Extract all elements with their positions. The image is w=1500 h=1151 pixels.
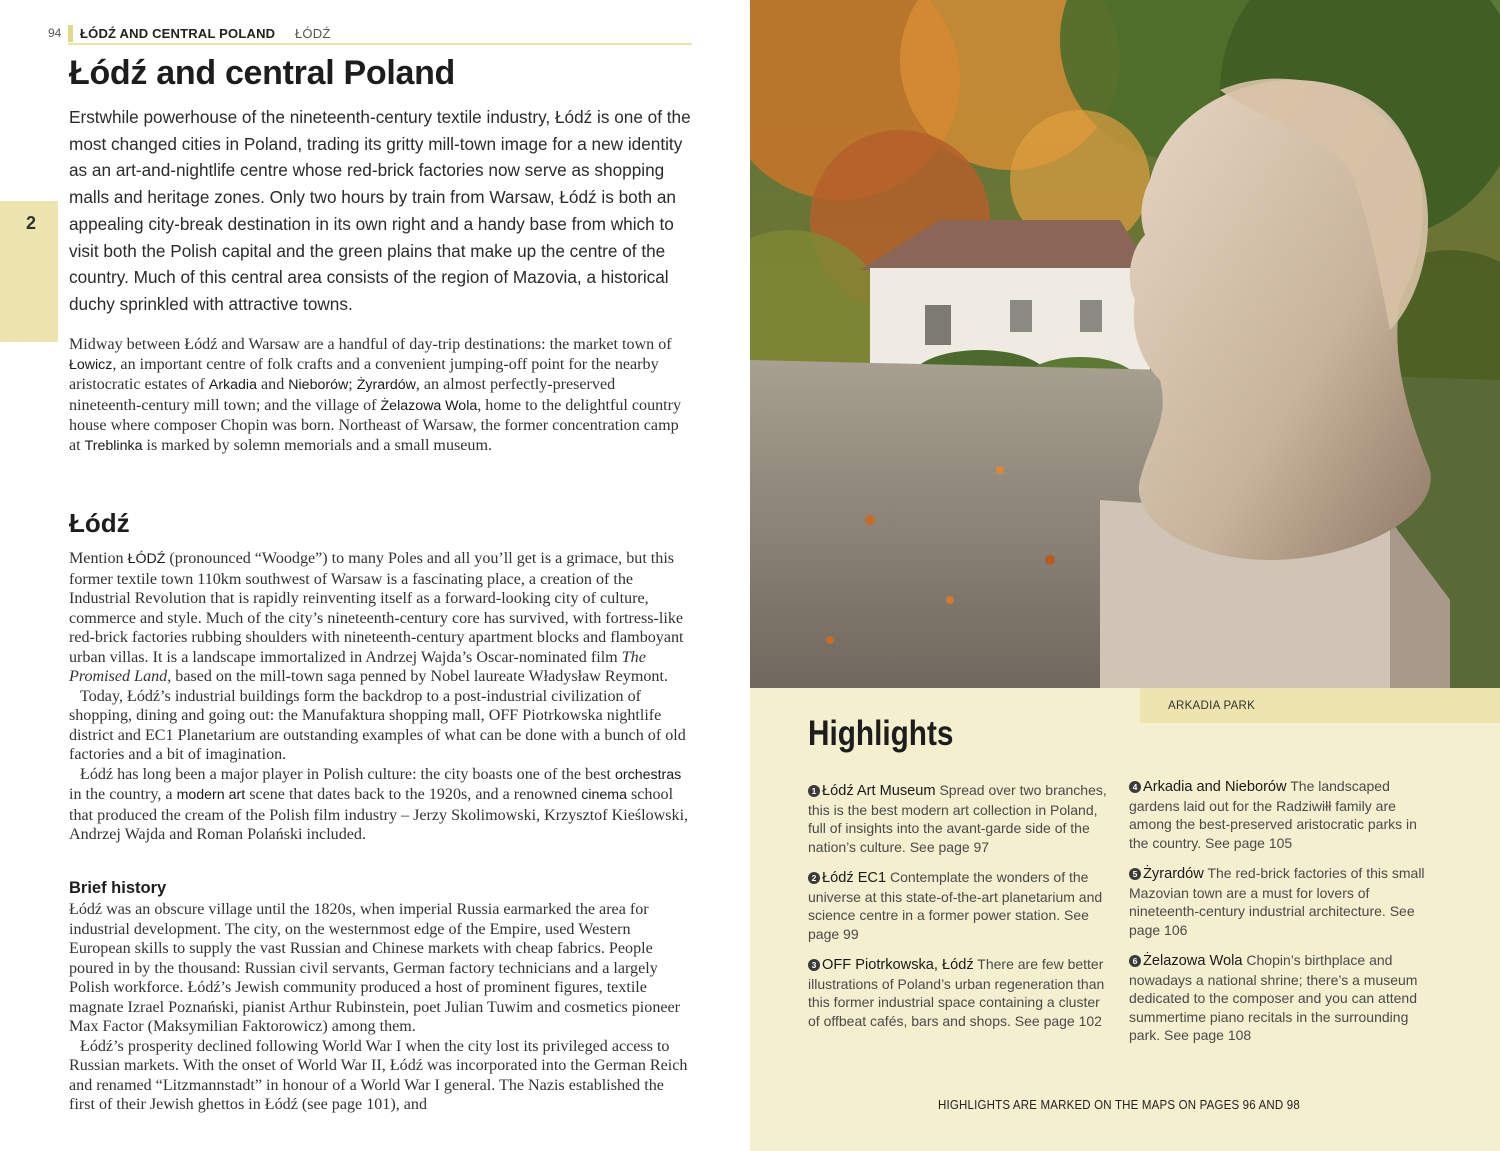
page-number: 94 [48, 26, 62, 40]
history-paragraph-1: Łódź was an obscure village until the 1820s, when imperial Russia earmarked the area for industrial development. The city, on the westernmost edge of the Empire, used Western European skills to supply the vast Russian and Chinese markets with cheap fabrics. People poured in by the thousand: Russian civil servants, German factory technicians and a largely Polish workforce. Łódź’s Jewish community produced a host of prominent figures, textile magnate Izrael Poznański, pianist Arthur Rubinstein, poet Julian Tuwim and cosmetics pioneer Max Factor (Maksymilian Faktorowicz) among them. [69, 901, 681, 1035]
photo-caption: ARKADIA PARK [1140, 688, 1500, 723]
highlight-name: Łódź EC1 [822, 870, 887, 886]
number-badge-icon: 2 [808, 872, 820, 884]
keyword-zyrardow: Żyrardów [356, 377, 416, 393]
highlight-item: 1 Łódź Art Museum Spread over two branches, this is the best modern art collection in Poland, full of insights into the avant-garde side of the nation’s culture. See page 97 [808, 782, 1107, 855]
highlight-item: 4 Arkadia and Nieborów The landscaped gardens laid out for the Radziwiłł family are among the best-preserved aristocratic parks in the country. See page 105 [1129, 778, 1417, 851]
number-badge-icon: 1 [808, 785, 820, 797]
running-head-subsection: ŁÓDŹ [295, 26, 331, 41]
highlight-name: OFF Piotrkowska, Łódź [822, 957, 974, 973]
chapter-number: 2 [26, 213, 37, 233]
number-badge-icon: 3 [808, 959, 820, 971]
number-badge-icon: 4 [1129, 781, 1141, 793]
lodz-text [69, 549, 691, 845]
lodz-paragraph-3: Łódź has long been a major player in Polish culture: the city boasts one of the best orchestras in the country, a modern art scene that dates back to the 1920s, and a renowned cinema school that produced the cream of the Polish film industry – Jerzy Skolimowski, Krzysztof Kieślowski, Andrzej Wajda and Roman Polański included. [69, 765, 689, 843]
highlight-item: 6 Żelazowa Wola Chopin’s birthplace and nowadays a national shrine; there’s a museum dedicated to the composer and you can attend summertime piano recitals in the surrounding park. See page 108 [1129, 952, 1418, 1043]
running-head-rule [68, 43, 692, 45]
intro-paragraph: Erstwhile powerhouse of the nineteenth-century textile industry, Łódź is one of the most changed cities in Poland, trading its gritty mill-town image for a new identity as an art-and-nightlife centre whose red-brick factories now serve as shopping malls and heritage zones. Only two hours by train from Warsaw, Łódź is both an appealing city-break destination in its own right and a handy base from which to visit both the Polish capital and the green plains that make up the centre of the country. Much of this central area consists of the region of Mazovia, a historical duchy sprinkled with attractive towns. [69, 107, 691, 314]
running-head [48, 24, 692, 46]
chapter-tab [0, 201, 58, 342]
brief-history-heading: Brief history [69, 879, 167, 897]
highlight-item: 2 Łódź EC1 Contemplate the wonders of the universe at this state-of-the-art planetarium and science centre in a former power station. See page 99 [808, 869, 1103, 942]
history-text [69, 900, 691, 1115]
keyword-zelazowa-wola: Żelazowa Wola [380, 397, 478, 414]
keyword-orchestras: orchestras [614, 766, 682, 783]
running-head-marker [68, 25, 73, 42]
right-page [750, 0, 1500, 1151]
highlights-footer: HIGHLIGHTS ARE MARKED ON THE MAPS ON PAGES 96 AND 98 [938, 1098, 1300, 1112]
keyword-lowicz: Łowicz [69, 356, 113, 373]
lodz-paragraph-2: Today, Łódź’s industrial buildings form the backdrop to a post-industrial civilization of shopping, dining and going out: the Manufaktura shopping mall, OFF Piotrkowska nightlife district and EC1 Planetarium are outstanding examples of what can be done with a bunch of old factories and a bit of imagination. [69, 687, 686, 763]
highlights-column-right [1129, 777, 1429, 1057]
highlight-name: Łódź Art Museum [822, 783, 936, 799]
midway-paragraph: Midway between Łódź and Warsaw are a handful of day-trip destinations: the market town of Łowicz, an important centre of folk crafts and a convenient jumping-off point for the nearby aristocratic estates of Arkadia and Nieborów; Żyrardów, an almost perfectly-preserved nineteenth-century mill town; and the village of Żelazowa Wola, home to the delightful country house where composer Chopin was born. Northeast of Warsaw, the former concentration camp at Treblinka is marked by solemn memorials and a small museum. [69, 336, 682, 454]
highlights-title: Highlights [808, 714, 954, 753]
highlight-item: 5 Żyrardów The red-brick factories of this small Mazovian town are a must for lovers of nineteenth-century industrial architecture. See page 106 [1129, 865, 1425, 938]
number-badge-icon: 5 [1129, 868, 1141, 880]
highlight-name: Żelazowa Wola [1143, 953, 1243, 969]
highlight-name: Żyrardów [1143, 866, 1204, 882]
highlight-name: Arkadia and Nieborów [1143, 779, 1287, 795]
keyword-lodz: ŁÓDŹ [127, 551, 166, 567]
keyword-modern-art: modern art [176, 787, 246, 803]
highlight-item: 3 OFF Piotrkowska, Łódź There are few better illustrations of Poland’s urban regeneration than this former industrial space containing a cluster of offbeat cafés, bars and shops. See page 102 [808, 956, 1105, 1029]
lodz-paragraph-1: Mention ŁÓDŹ (pronounced “Woodge”) to many Poles and all you’ll get is a grimace, but this former textile town 110km southwest of Warsaw is a fascinating place, a creation of the Industrial Revolution that is rapidly reinventing itself as a forward-looking city of culture, commerce and style. Much of the city’s nineteenth-century core has survived, with fortress-like red-brick factories rubbing shoulders with nineteenth-century apartment blocks and flamboyant urban villas. It is a landscape immortalized in Andrzej Wajda’s Oscar-nominated film The Promised Land, based on the mill-town saga penned by Nobel laureate Władysław Reymont. [69, 550, 684, 685]
chopin-bust-illustration [750, 0, 1500, 688]
keyword-nieborow: Nieborów [288, 377, 349, 393]
page-title: Łódź and central Poland [69, 54, 456, 92]
running-head-section: ŁÓDŹ AND CENTRAL POLAND [80, 26, 276, 41]
section-heading-lodz: Łódź [69, 508, 130, 538]
keyword-cinema: cinema [581, 787, 627, 803]
keyword-treblinka: Treblinka [84, 437, 143, 454]
highlights-column-left [808, 781, 1108, 1042]
arkadia-park-photo [750, 0, 1500, 688]
history-paragraph-2: Łódź’s prosperity declined following World War I when the city lost its privileged access to Russian markets. With the onset of World War II, Łódź was incorporated into the German Reich and renamed “Litzmannstadt” in honour of a World War I general. The Nazis established the first of their Jewish ghettos in Łódź (see page 101), and [69, 1037, 688, 1113]
film-title: The Promised Land [69, 648, 646, 685]
keyword-arkadia: Arkadia [208, 377, 257, 393]
number-badge-icon: 6 [1129, 955, 1141, 967]
